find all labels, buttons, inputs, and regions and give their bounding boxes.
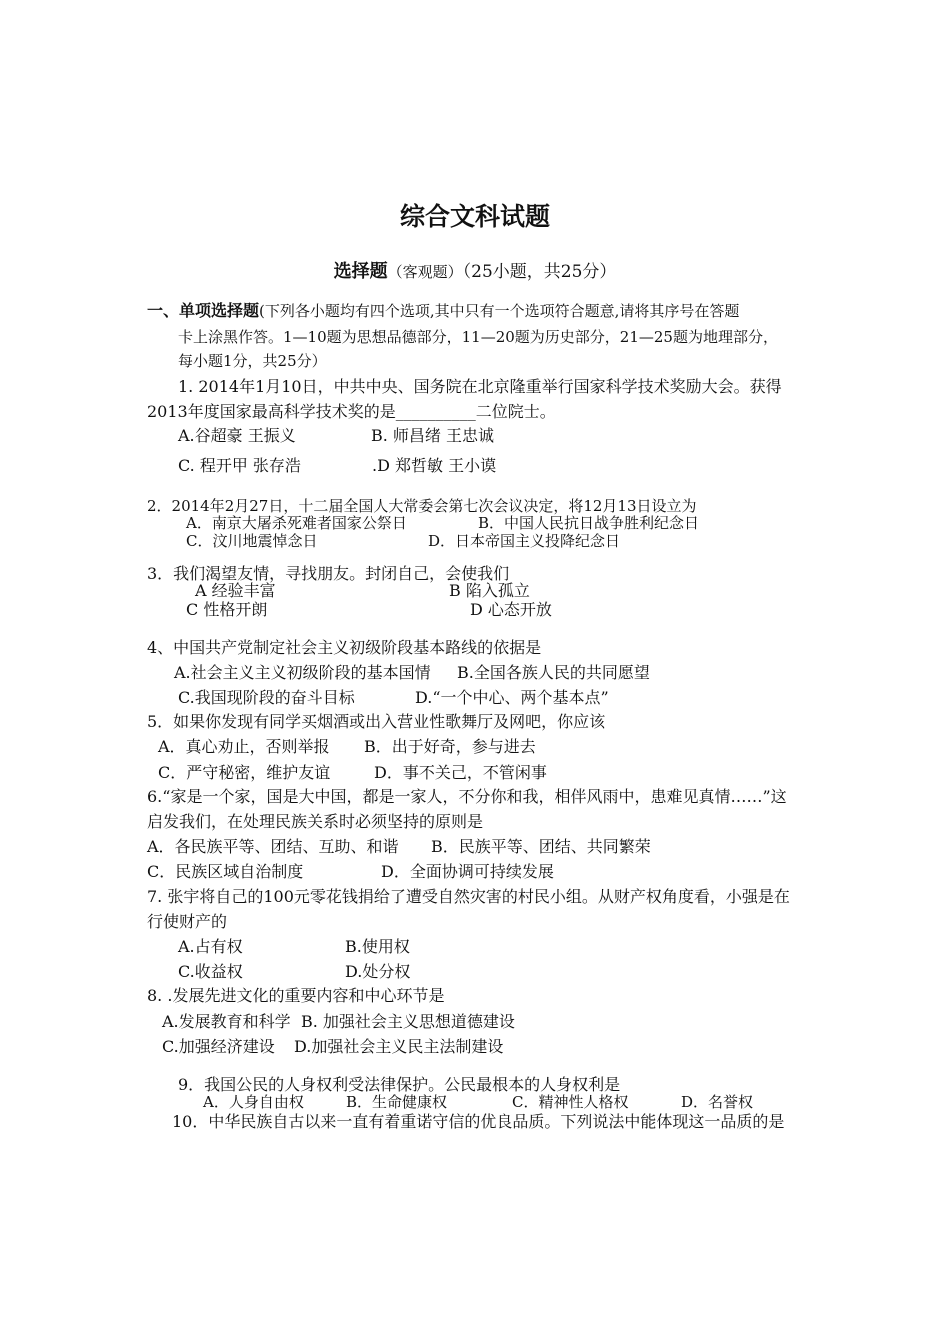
q9-option-c: C．精神性人格权 <box>512 1093 629 1111</box>
q2-option-d: D．日本帝国主义投降纪念日 <box>428 532 621 550</box>
q1-stem-line1: 1. 2014年1月10日，中共中央、国务院在北京隆重举行国家科学技术奖励大会。获得 <box>178 377 782 396</box>
part1-instr-2: 卡上涂黑作答。1—10题为思想品德部分，11—20题为历史部分，21—25题为地理部分， <box>178 328 778 346</box>
q6-stem-line1: 6.“家是一个家，国是大中国，都是一家人，不分你和我，相伴风雨中，患难见真情……”这 <box>147 787 787 806</box>
q1-option-a: A.谷超豪 王振义 <box>178 426 296 445</box>
q8-option-b: B. 加强社会主义思想道德建设 <box>301 1012 515 1031</box>
q5-option-a: A．真心劝止，否则举报 <box>158 737 330 756</box>
section-heading <box>0 262 950 282</box>
section-name: 选择题 <box>333 261 388 282</box>
q8-option-d: D.加强社会主义民主法制建设 <box>294 1037 504 1056</box>
q6-option-b: B．民族平等、团结、共同繁荣 <box>431 837 651 856</box>
q4-option-b: B.全国各族人民的共同愿望 <box>457 663 650 682</box>
q6-option-c: C．民族区域自治制度 <box>147 862 304 881</box>
q5-stem: 5．如果你发现有同学买烟酒或出入营业性歌舞厅及网吧，你应该 <box>147 712 606 731</box>
q7-option-c: C.收益权 <box>178 962 243 981</box>
q5-option-d: D．事不关己，不管闲事 <box>374 763 547 782</box>
q9-option-a: A．人身自由权 <box>203 1093 304 1111</box>
q1-option-c: C. 程开甲 张存浩 <box>178 456 301 475</box>
q1-option-b: B. 师昌绪 王忠诚 <box>371 426 495 445</box>
q8-option-a: A.发展教育和科学 <box>162 1012 291 1031</box>
q4-option-c: C.我国现阶段的奋斗目标 <box>178 688 355 707</box>
part1-instr-1: (下列各小题均有四个选项,其中只有一个选项符合题意,请将其序号在答题 <box>259 302 740 320</box>
q3-option-a: A 经验丰富 <box>195 581 276 600</box>
q5-option-c: C．严守秘密，维护友谊 <box>158 763 331 782</box>
q8-stem: 8. .发展先进文化的重要内容和中心环节是 <box>147 986 445 1005</box>
q1-option-d: .D 郑哲敏 王小谟 <box>372 456 497 475</box>
q3-option-d: D 心态开放 <box>470 600 552 619</box>
q2-stem: 2．2014年2月27日，十二届全国人大常委会第七次会议决定，将12月13日设立为 <box>147 497 697 515</box>
q4-option-a: A.社会主义主义初级阶段的基本国情 <box>174 663 431 682</box>
part1-instructions-line1 <box>147 301 739 321</box>
q3-stem: 3．我们渴望友情，寻找朋友。封闭自己，会使我们 <box>147 564 510 583</box>
q1-stem-line2: 2013年度国家最高科学技术奖的是__________二位院士。 <box>147 402 556 421</box>
section-type: （客观题） <box>387 263 463 281</box>
q3-option-b: B 陷入孤立 <box>449 581 530 600</box>
q8-option-c: C.加强经济建设 <box>162 1037 275 1056</box>
q2-option-b: B．中国人民抗日战争胜利纪念日 <box>478 514 700 532</box>
q7-stem-line1: 7. 张宇将自己的100元零花钱捐给了遭受自然灾害的村民小组。从财产权角度看，小强是在 <box>147 887 790 906</box>
q7-option-b: B.使用权 <box>345 937 410 956</box>
q6-stem-line2: 启发我们，在处理民族关系时必须坚持的原则是 <box>147 812 484 831</box>
section-count: （25小题，共25分） <box>462 262 617 282</box>
q5-option-b: B．出于好奇，参与进去 <box>364 737 536 756</box>
q6-option-a: A．各民族平等、团结、互助、和谐 <box>147 837 399 856</box>
q7-stem-line2: 行使财产的 <box>147 912 228 931</box>
q9-option-d: D．名誉权 <box>681 1093 754 1111</box>
q9-option-b: B．生命健康权 <box>346 1093 448 1111</box>
q6-option-d: D．全面协调可持续发展 <box>381 862 554 881</box>
q7-option-d: D.处分权 <box>345 962 411 981</box>
q2-option-a: A．南京大屠杀死难者国家公祭日 <box>186 514 407 532</box>
q9-stem: 9．我国公民的人身权利受法律保护。公民最根本的人身权利是 <box>178 1075 621 1094</box>
part1-heading: 一、单项选择题 <box>147 301 260 320</box>
q2-option-c: C．汶川地震悼念日 <box>186 532 318 550</box>
q3-option-c: C 性格开朗 <box>186 600 268 619</box>
part1-instr-3: 每小题1分，共25分） <box>178 352 327 370</box>
q10-stem: 10．中华民族自古以来一直有着重诺守信的优良品质。下列说法中能体现这一品质的是 <box>172 1112 785 1131</box>
q7-option-a: A.占有权 <box>178 937 243 956</box>
page-title: 综合文科试题 <box>399 202 550 231</box>
q4-stem: 4、中国共产党制定社会主义初级阶段基本路线的依据是 <box>147 638 542 657</box>
q4-option-d: D.“一个中心、两个基本点” <box>415 688 609 707</box>
